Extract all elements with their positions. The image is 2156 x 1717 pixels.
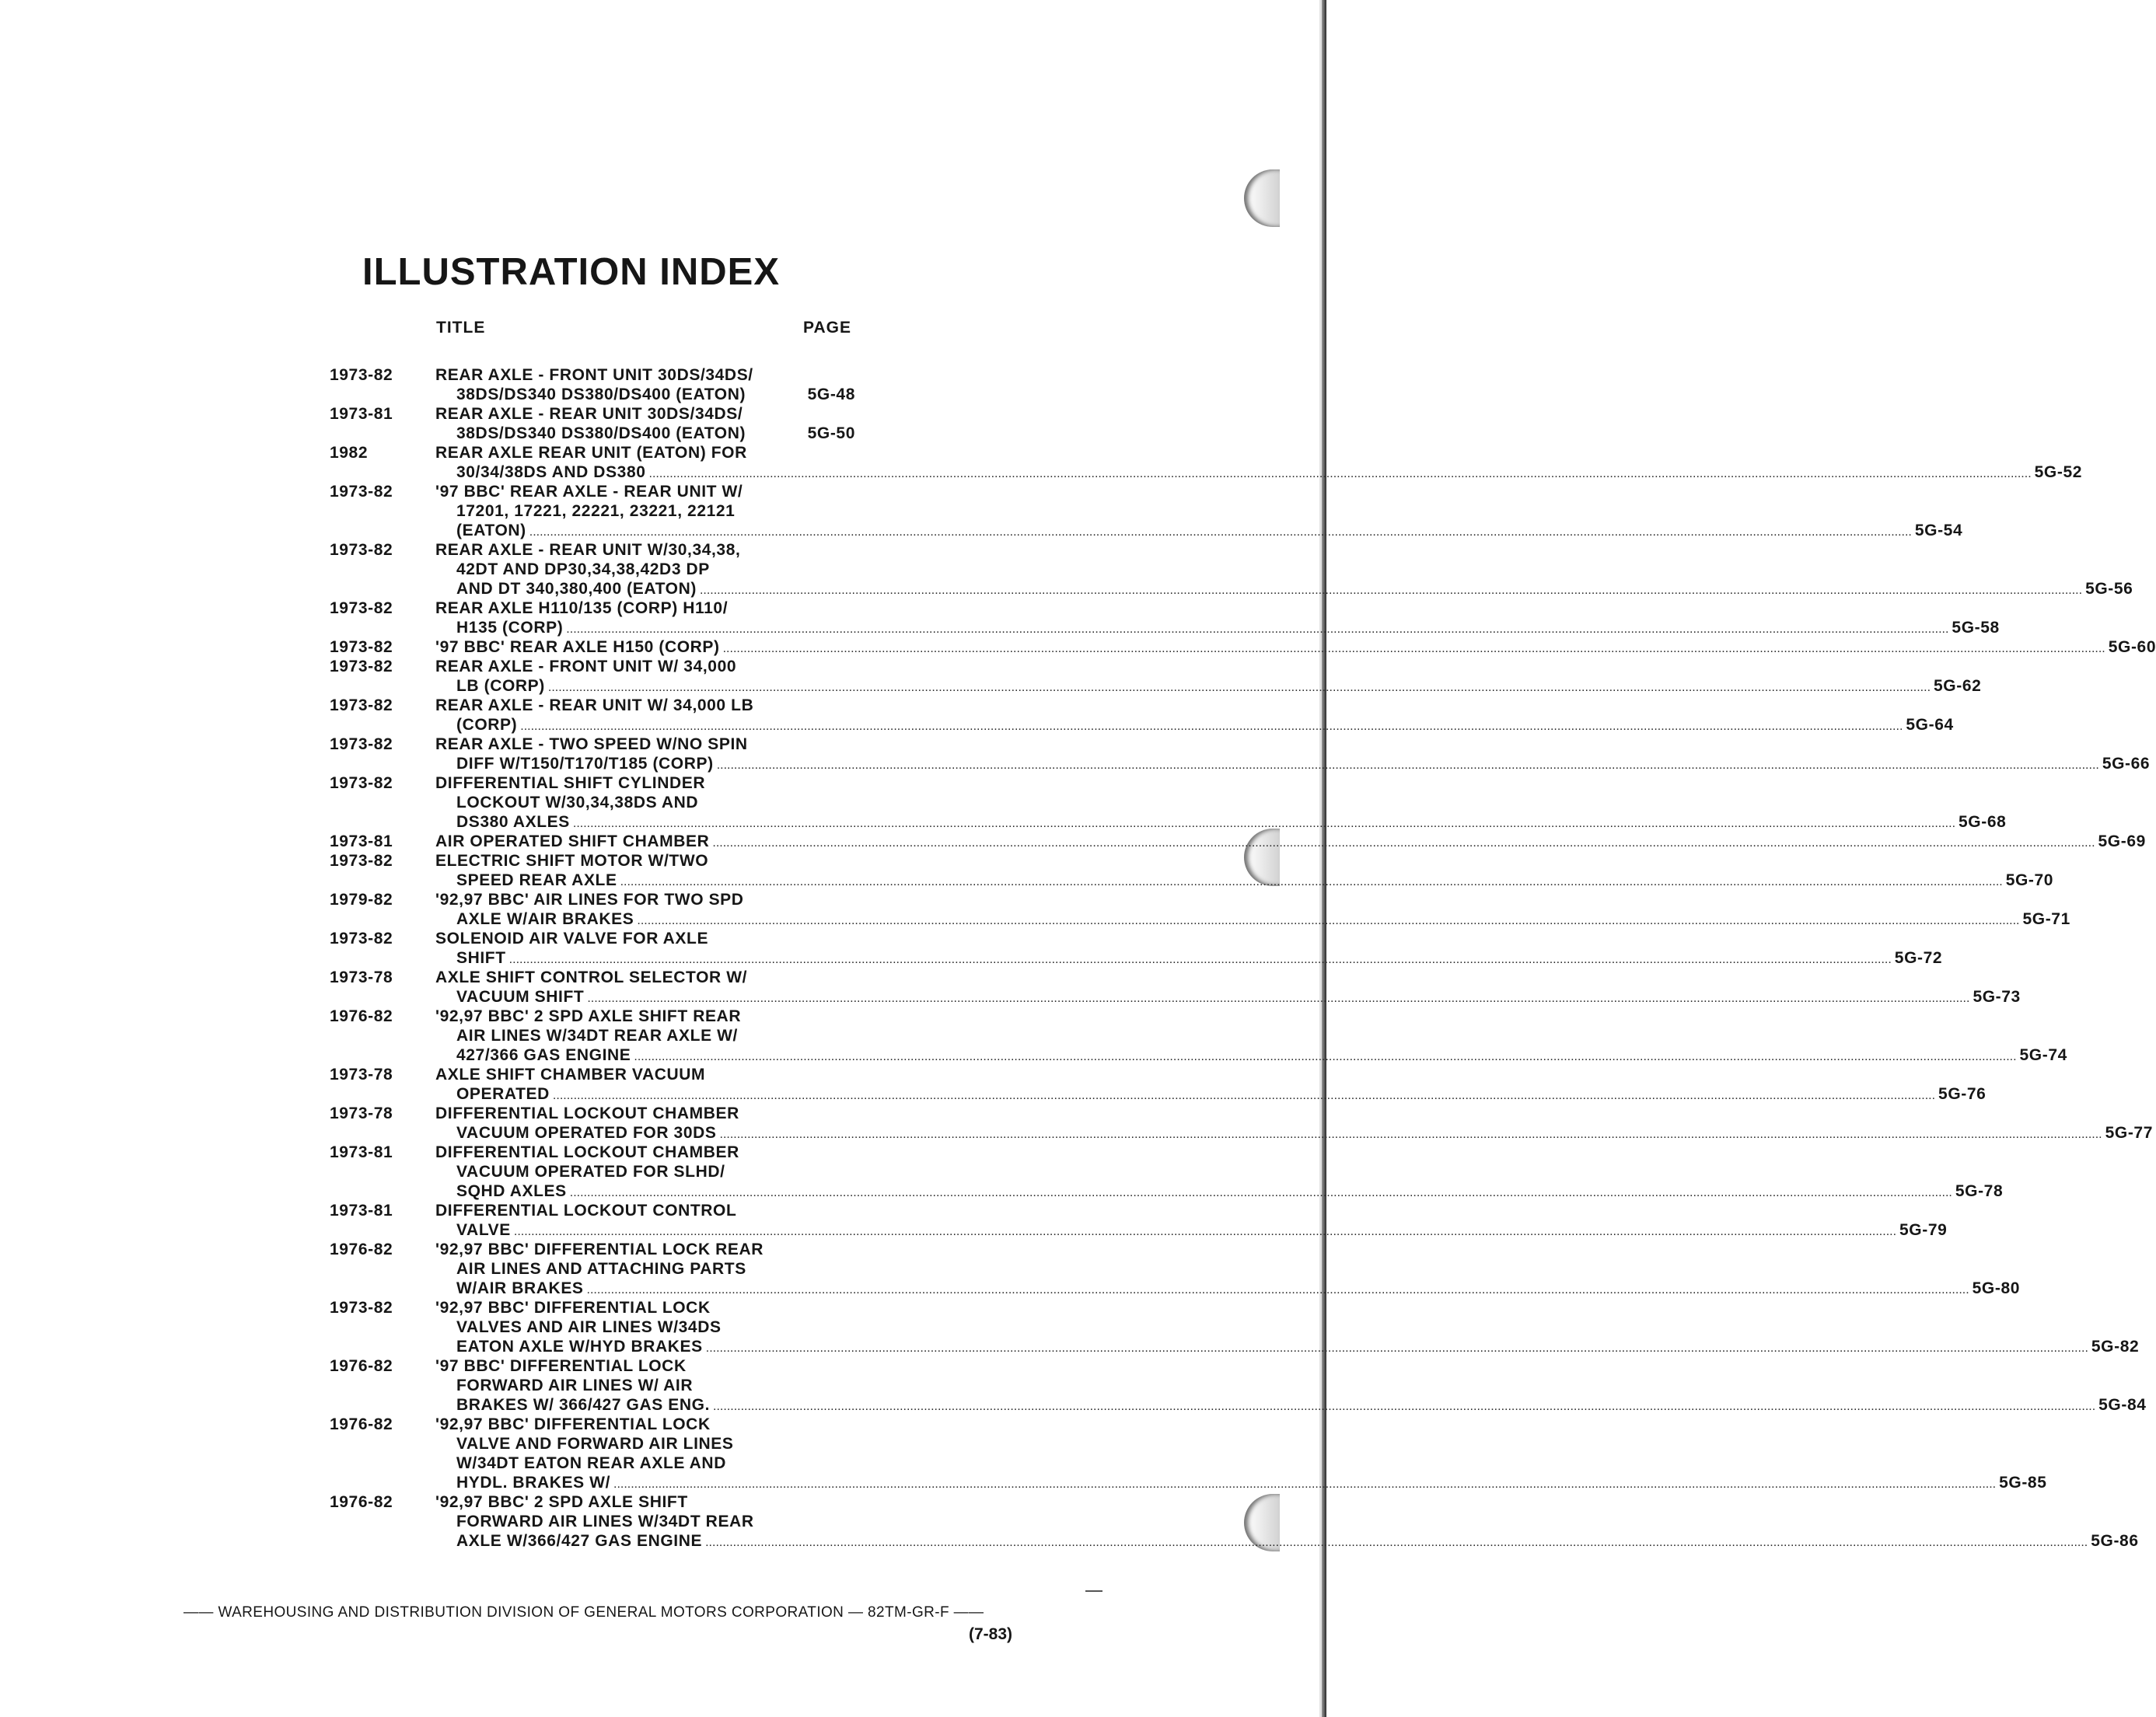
index-entry [330,1240,2021,1298]
index-entry [330,540,2133,599]
entry-years: 1976-82 [330,1241,393,1258]
entry-title-line [435,1045,2067,1065]
entry-title-line: VALVE AND FORWARD AIR LINES [456,1435,734,1453]
entry-title [435,599,2000,637]
entry-title-line [435,1531,2139,1551]
entry-title-text: '97 BBC' REAR AXLE H150 (CORP) [435,638,720,656]
entry-title-line [435,871,2054,890]
entry-page: 5G-79 [1899,1221,1948,1239]
entry-title-line: '92,97 BBC' 2 SPD AXLE SHIFT REAR [435,1007,742,1025]
entry-title-line [435,832,2146,851]
entry-title-line: '92,97 BBC' DIFFERENTIAL LOCK [435,1299,711,1317]
dot-leader: ................................................................................................................................................................................................................................................................................................................................................................................................................ [713,1400,2096,1413]
entry-title-line: SOLENOID AIR VALVE FOR AXLE [435,930,709,947]
entry-title-line: REAR AXLE - TWO SPEED W/NO SPIN [435,735,748,753]
footer-text: —— WAREHOUSING AND DISTRIBUTION DIVISION OF GENERAL MOTORS CORPORATION — 82TM-GR-F —— [183,1604,984,1621]
entry-title-line: REAR AXLE - FRONT UNIT 30DS/34DS/ [435,366,753,384]
entry-years: 1973-82 [330,366,393,384]
entry-title-line [435,715,1954,735]
entry-years: 1976-82 [330,1007,393,1025]
entry-title [435,1104,2153,1143]
entry-title-line: AXLE SHIFT CONTROL SELECTOR W/ [435,968,748,986]
entry-title [435,968,2021,1007]
dot-leader: ................................................................................................................................................................................................................................................................................................................................................................................................................ [699,584,2083,597]
entry-years: 1973-78 [330,968,393,986]
dot-leader: ................................................................................................................................................................................................................................................................................................................................................................................................................ [566,623,1949,636]
entry-title-text: OPERATED [456,1085,550,1103]
entry-title-text: VACUUM OPERATED FOR 30DS [456,1124,717,1142]
entry-title [435,540,2133,599]
index-entry [330,851,2054,890]
dot-leader: ................................................................................................................................................................................................................................................................................................................................................................................................................ [520,720,1903,733]
index-entry [330,968,2021,1007]
column-header-page: PAGE [803,319,851,337]
entry-years: 1982 [330,444,369,462]
entry-title [435,773,2007,832]
index-entry [330,890,2070,929]
entry-page: 5G-54 [1914,522,1963,539]
entry-title-line: DIFFERENTIAL LOCKOUT CHAMBER [435,1105,739,1122]
entry-title [435,657,1982,696]
dot-leader: ................................................................................................................................................................................................................................................................................................................................................................................................................ [620,875,2003,888]
entry-title-line: REAR AXLE - FRONT UNIT W/ 34,000 [435,658,737,675]
index-entry [330,1356,2147,1415]
entry-title-line [435,521,1963,540]
entry-page: 5G-64 [1906,716,1954,734]
entry-title [435,1356,2147,1415]
entry-years: 1976-82 [330,1357,393,1375]
entry-page: 5G-70 [2005,871,2054,889]
entry-title-text: DIFF W/T150/T170/T185 (CORP) [456,755,714,773]
entry-page: 5G-58 [1952,619,2000,637]
entry-title-text: AXLE W/AIR BRAKES [456,910,634,928]
entry-title-text: AXLE W/366/427 GAS ENGINE [456,1532,703,1550]
index-entry [330,1492,2139,1551]
entry-title [435,832,2146,851]
entry-title-text: HYDL. BRAKES W/ [456,1474,610,1492]
dot-leader: ................................................................................................................................................................................................................................................................................................................................................................................................................ [716,759,2099,772]
dot-leader: ................................................................................................................................................................................................................................................................................................................................................................................................................ [569,1186,1952,1199]
entry-page: 5G-62 [1934,677,1982,695]
dot-leader: ................................................................................................................................................................................................................................................................................................................................................................................................................ [529,525,1912,539]
dot-leader: ................................................................................................................................................................................................................................................................................................................................................................................................................ [572,817,1956,830]
index-entry [330,696,1954,735]
entry-title-line [435,424,855,443]
entry-years: 1973-82 [330,483,393,501]
entry-title-line [435,1279,2021,1298]
dot-leader: ................................................................................................................................................................................................................................................................................................................................................................................................................ [705,1342,2088,1355]
entry-years: 1973-82 [330,696,393,714]
entry-title [435,929,1943,968]
entry-page: 5G-76 [1938,1085,1987,1103]
entry-title-line: REAR AXLE - REAR UNIT W/ 34,000 LB [435,696,754,714]
index-entries [330,365,2156,1551]
entry-page: 5G-86 [2091,1532,2139,1550]
entry-years: 1973-81 [330,405,393,423]
entry-title-text: BRAKES W/ 366/427 GAS ENG. [456,1396,711,1414]
entry-title-line: FORWARD AIR LINES W/34DT REAR [456,1513,754,1530]
entry-title-line: '92,97 BBC' DIFFERENTIAL LOCK [435,1415,711,1433]
dot-leader: ................................................................................................................................................................................................................................................................................................................................................................................................................ [648,467,2032,480]
entry-title-line: '92,97 BBC' DIFFERENTIAL LOCK REAR [435,1241,764,1258]
entry-page: 5G-48 [807,386,855,403]
entry-years: 1973-82 [330,541,393,559]
entry-title [435,1298,2140,1356]
entry-title-text: SPEED REAR AXLE [456,871,617,889]
entry-years: 1973-82 [330,638,393,656]
entry-title-text: W/AIR BRAKES [456,1279,584,1297]
entry-title-text: (EATON) [456,522,526,539]
entry-title-line [435,1395,2147,1415]
dot-leader: ................................................................................................................................................................................................................................................................................................................................................................................................................ [552,1089,1936,1102]
dot-leader: ................................................................................................................................................................................................................................................................................................................................................................................................................ [586,1283,1969,1296]
entry-title-text: AIR OPERATED SHIFT CHAMBER [435,832,710,850]
index-entry [330,1298,2140,1356]
entry-title-line [435,1123,2153,1143]
dot-leader: ................................................................................................................................................................................................................................................................................................................................................................................................................ [634,1050,2017,1063]
dot-leader: ................................................................................................................................................................................................................................................................................................................................................................................................................ [613,1478,1997,1491]
dot-leader: ................................................................................................................................................................................................................................................................................................................................................................................................................ [722,642,2105,655]
entry-title-text: H135 (CORP) [456,619,564,637]
index-entry [330,929,1943,968]
entry-years: 1973-81 [330,1202,393,1220]
entry-title-line: ELECTRIC SHIFT MOTOR W/TWO [435,852,709,870]
entry-page: 5G-50 [807,424,855,442]
entry-title-line [435,1337,2140,1356]
entry-title-line: 17201, 17221, 22221, 23221, 22121 [456,502,736,520]
entry-title-text: 38DS/DS340 DS380/DS400 (EATON) [456,386,746,403]
entry-years: 1973-82 [330,658,393,675]
entry-title-text: EATON AXLE W/HYD BRAKES [456,1338,703,1356]
entry-page: 5G-80 [1972,1279,2021,1297]
entry-title-line: REAR AXLE - REAR UNIT W/30,34,38, [435,541,741,559]
entry-title-line [435,754,2151,773]
index-entry [330,657,1982,696]
entry-page: 5G-82 [2091,1338,2140,1356]
index-entry [330,832,2146,851]
entry-years: 1976-82 [330,1493,393,1511]
entry-title-text: 427/366 GAS ENGINE [456,1046,631,1064]
dot-leader: ................................................................................................................................................................................................................................................................................................................................................................................................................ [547,681,1931,694]
entry-years: 1973-82 [330,930,393,947]
entry-title-text: 30/34/38DS AND DS380 [456,463,646,481]
entry-title-line: AXLE SHIFT CHAMBER VACUUM [435,1066,706,1084]
entry-title-line: REAR AXLE REAR UNIT (EATON) FOR [435,444,747,462]
scan-mark [1085,1590,1102,1592]
entry-title-text: SQHD AXLES [456,1182,567,1200]
page-title: ILLUSTRATION INDEX [362,251,781,293]
entry-title-line [435,1181,2004,1201]
entry-title-line: '97 BBC' REAR AXLE - REAR UNIT W/ [435,483,743,501]
entry-title-line: DIFFERENTIAL SHIFT CYLINDER [435,774,706,792]
binder-hole-top [1244,169,1280,227]
index-entry [330,735,2151,773]
entry-title-line [435,385,855,404]
entry-title-text: DS380 AXLES [456,813,570,831]
entry-title-line: AIR LINES W/34DT REAR AXLE W/ [456,1027,738,1045]
entry-title-line [435,1084,1987,1104]
index-entry [330,443,2083,482]
entry-title-text: VALVE [456,1221,511,1239]
index-entry [330,773,2007,832]
entry-title [435,1240,2021,1298]
entry-title-text: (CORP) [456,716,518,734]
entry-page: 5G-52 [2034,463,2083,481]
entry-title-text: SHIFT [456,949,506,967]
dot-leader: ................................................................................................................................................................................................................................................................................................................................................................................................................ [712,836,2095,850]
entry-title-line [435,1473,2047,1492]
entry-page: 5G-72 [1894,949,1943,967]
index-entry [330,1415,2047,1492]
entry-page: 5G-77 [2105,1124,2153,1142]
entry-title-line: DIFFERENTIAL LOCKOUT CONTROL [435,1202,737,1220]
entry-years: 1973-81 [330,1143,393,1161]
index-entry [330,1201,1948,1240]
entry-title-line: DIFFERENTIAL LOCKOUT CHAMBER [435,1143,739,1161]
entry-title-line: '92,97 BBC' AIR LINES FOR TWO SPD [435,891,744,909]
entry-title [435,696,1954,735]
entry-years: 1973-81 [330,832,393,850]
entry-page: 5G-73 [1973,988,2021,1006]
entry-title [435,1415,2047,1492]
entry-page: 5G-66 [2102,755,2151,773]
entry-title-line [435,948,1943,968]
entry-title-line [435,462,2083,482]
index-entry [330,365,858,404]
entry-years: 1976-82 [330,1415,393,1433]
entry-page: 5G-60 [2108,638,2156,656]
entry-years: 1973-78 [330,1066,393,1084]
entry-title [435,365,855,404]
entry-title-line: VACUUM OPERATED FOR SLHD/ [456,1163,725,1181]
entry-title-line: '97 BBC' DIFFERENTIAL LOCK [435,1357,687,1375]
entry-years: 1973-82 [330,852,393,870]
entry-title-text: 38DS/DS340 DS380/DS400 (EATON) [456,424,746,442]
entry-page: 5G-68 [1959,813,2007,831]
index-entry [330,1104,2153,1143]
entry-title-line: REAR AXLE H110/135 (CORP) H110/ [435,599,729,617]
index-entry [330,482,1963,540]
entry-years: 1973-82 [330,774,393,792]
index-entry [330,1143,2004,1201]
entry-years: 1973-78 [330,1105,393,1122]
entry-title-line: '92,97 BBC' 2 SPD AXLE SHIFT [435,1493,688,1511]
entry-years: 1973-82 [330,599,393,617]
entry-title [435,637,2156,657]
entry-title-line: VALVES AND AIR LINES W/34DS [456,1318,722,1336]
entry-title-line: W/34DT EATON REAR AXLE AND [456,1454,726,1472]
entry-title-line: 42DT AND DP30,34,38,42D3 DP [456,560,710,578]
entry-page: 5G-84 [2098,1396,2147,1414]
entry-title-line: REAR AXLE - REAR UNIT 30DS/34DS/ [435,405,743,423]
revision-code: (7-83) [969,1625,1013,1643]
index-entry [330,599,2000,637]
entry-page: 5G-71 [2022,910,2070,928]
entry-title [435,1065,1987,1104]
entry-title [435,1492,2139,1551]
column-header-title: TITLE [436,319,486,337]
entry-title [435,851,2054,890]
entry-title-text: AND DT 340,380,400 (EATON) [456,580,697,598]
entry-title-line [435,637,2156,657]
dot-leader: ................................................................................................................................................................................................................................................................................................................................................................................................................ [587,992,1970,1005]
entry-page: 5G-69 [2098,832,2146,850]
entry-years: 1973-82 [330,1299,393,1317]
entry-years: 1979-82 [330,891,393,909]
entry-page: 5G-78 [1955,1182,2004,1200]
entry-title-line [435,909,2070,929]
entry-title-text: LB (CORP) [456,677,545,695]
index-entry [330,637,2156,657]
index-entry [330,1007,2067,1065]
dot-leader: ................................................................................................................................................................................................................................................................................................................................................................................................................ [513,1225,1897,1238]
entry-title-line [435,1220,1948,1240]
dot-leader: ................................................................................................................................................................................................................................................................................................................................................................................................................ [637,914,2020,927]
entry-title-line [435,618,2000,637]
entry-page: 5G-74 [2019,1046,2067,1064]
index-entry [330,1065,1987,1104]
entry-title-text: VACUUM SHIFT [456,988,585,1006]
dot-leader: ................................................................................................................................................................................................................................................................................................................................................................................................................ [508,953,1892,966]
entry-title-line [435,812,2007,832]
dot-leader: ................................................................................................................................................................................................................................................................................................................................................................................................................ [719,1128,2102,1141]
entry-title-line [435,579,2133,599]
index-entry [330,404,858,443]
entry-title-line [435,676,1982,696]
entry-title-line [435,987,2021,1007]
entry-title [435,482,1963,540]
entry-page: 5G-85 [1999,1474,2047,1492]
entry-title [435,1143,2004,1201]
entry-title-line: FORWARD AIR LINES W/ AIR [456,1377,694,1394]
entry-title [435,404,855,443]
entry-years: 1973-82 [330,735,393,753]
dot-leader: ................................................................................................................................................................................................................................................................................................................................................................................................................ [705,1536,2088,1549]
entry-title-line: AIR LINES AND ATTACHING PARTS [456,1260,746,1278]
entry-title-line: LOCKOUT W/30,34,38DS AND [456,794,699,811]
entry-title [435,735,2151,773]
entry-title [435,443,2083,482]
page-edge [1322,0,1326,1717]
entry-page: 5G-56 [2085,580,2133,598]
entry-title [435,890,2070,929]
entry-title [435,1201,1948,1240]
entry-title [435,1007,2067,1065]
